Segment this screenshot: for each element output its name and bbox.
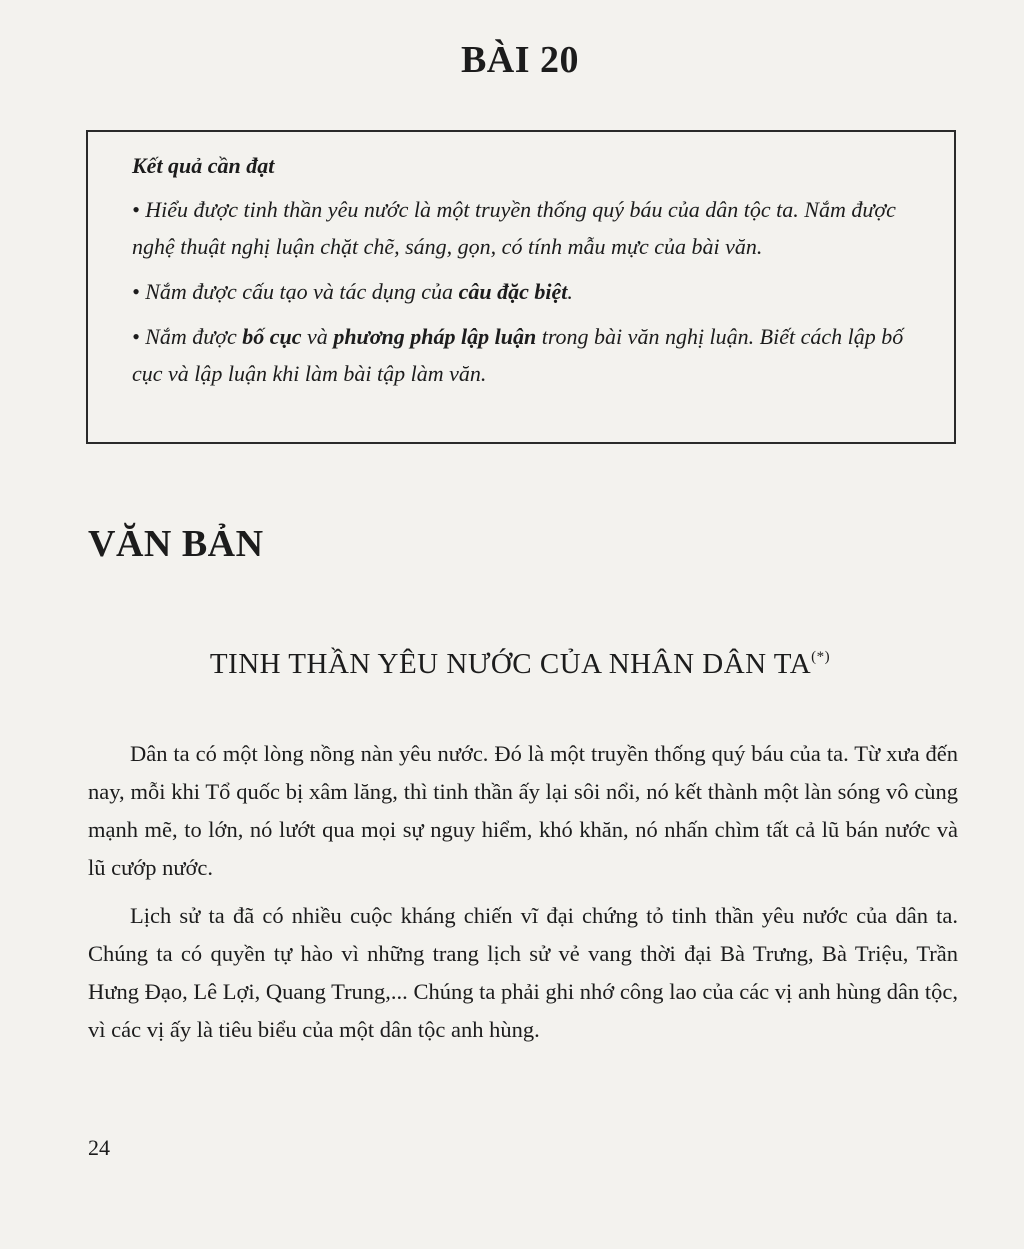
text-title bbox=[0, 648, 1024, 681]
objectives-heading: Kết quả cần đạt bbox=[132, 153, 275, 178]
objective-item bbox=[132, 318, 914, 392]
objectives-box bbox=[86, 130, 956, 444]
paragraph: Dân ta có một lòng nồng nàn yêu nước. Đó là một truyền thống quý báu của ta. Từ xưa đến nay, mỗi khi Tổ quốc bị xâm lăng, thì tinh thần ấy lại sôi nổi, nó kết thành một làn sóng vô cùng mạnh mẽ, to lớn, nó lướt qua mọi sự nguy hiểm, khó khăn, nó nhấn chìm tất cả lũ bán nước và lũ cướp nước. bbox=[88, 741, 958, 880]
body-text bbox=[88, 735, 958, 1059]
objective-keyword: phương pháp lập luận bbox=[333, 324, 537, 349]
text-title-label: TINH THẦN YÊU NƯỚC CỦA NHÂN DÂN TA bbox=[209, 648, 812, 680]
page-number: 24 bbox=[88, 1135, 110, 1160]
objective-item bbox=[132, 191, 914, 265]
objective-keyword: câu đặc biệt bbox=[458, 279, 568, 304]
paragraph: Lịch sử ta đã có nhiều cuộc kháng chiến vĩ đại chứng tỏ tinh thần yêu nước của dân ta. Chúng ta có quyền tự hào vì những trang lịch sử vẻ vang thời đại Bà Trưng, Bà Triệu, Trần Hưng Đạo, Lê Lợi, Quang Trung,... Chúng ta phải ghi nhớ công lao của các vị anh hùng dân tộc, vì các vị ấy là tiêu biểu của một dân tộc anh hùng. bbox=[88, 903, 958, 1042]
objective-keyword: bố cục bbox=[242, 324, 302, 349]
objective-text: . bbox=[567, 279, 573, 304]
objective-text: • Nắm được cấu tạo và tác dụng của bbox=[132, 279, 459, 304]
lesson-title: BÀI 20 bbox=[460, 39, 580, 81]
objective-item bbox=[132, 273, 914, 310]
objective-text: • Hiểu được tinh thần yêu nước là một truyền thống quý báu của dân tộc ta. Nắm được nghệ thuật nghị luận chặt chẽ, sáng, gọn, có tính mẫu mực của bài văn. bbox=[132, 197, 896, 259]
objective-text: và bbox=[301, 324, 334, 349]
footnote-marker: (*) bbox=[811, 649, 831, 665]
objective-text: trong bài văn nghị luận. Biết cách lập bố cục và lập luận khi làm bài tập làm văn. bbox=[132, 324, 904, 386]
section-heading: VĂN BẢN bbox=[88, 523, 264, 565]
objective-text: • Nắm được bbox=[132, 324, 243, 349]
